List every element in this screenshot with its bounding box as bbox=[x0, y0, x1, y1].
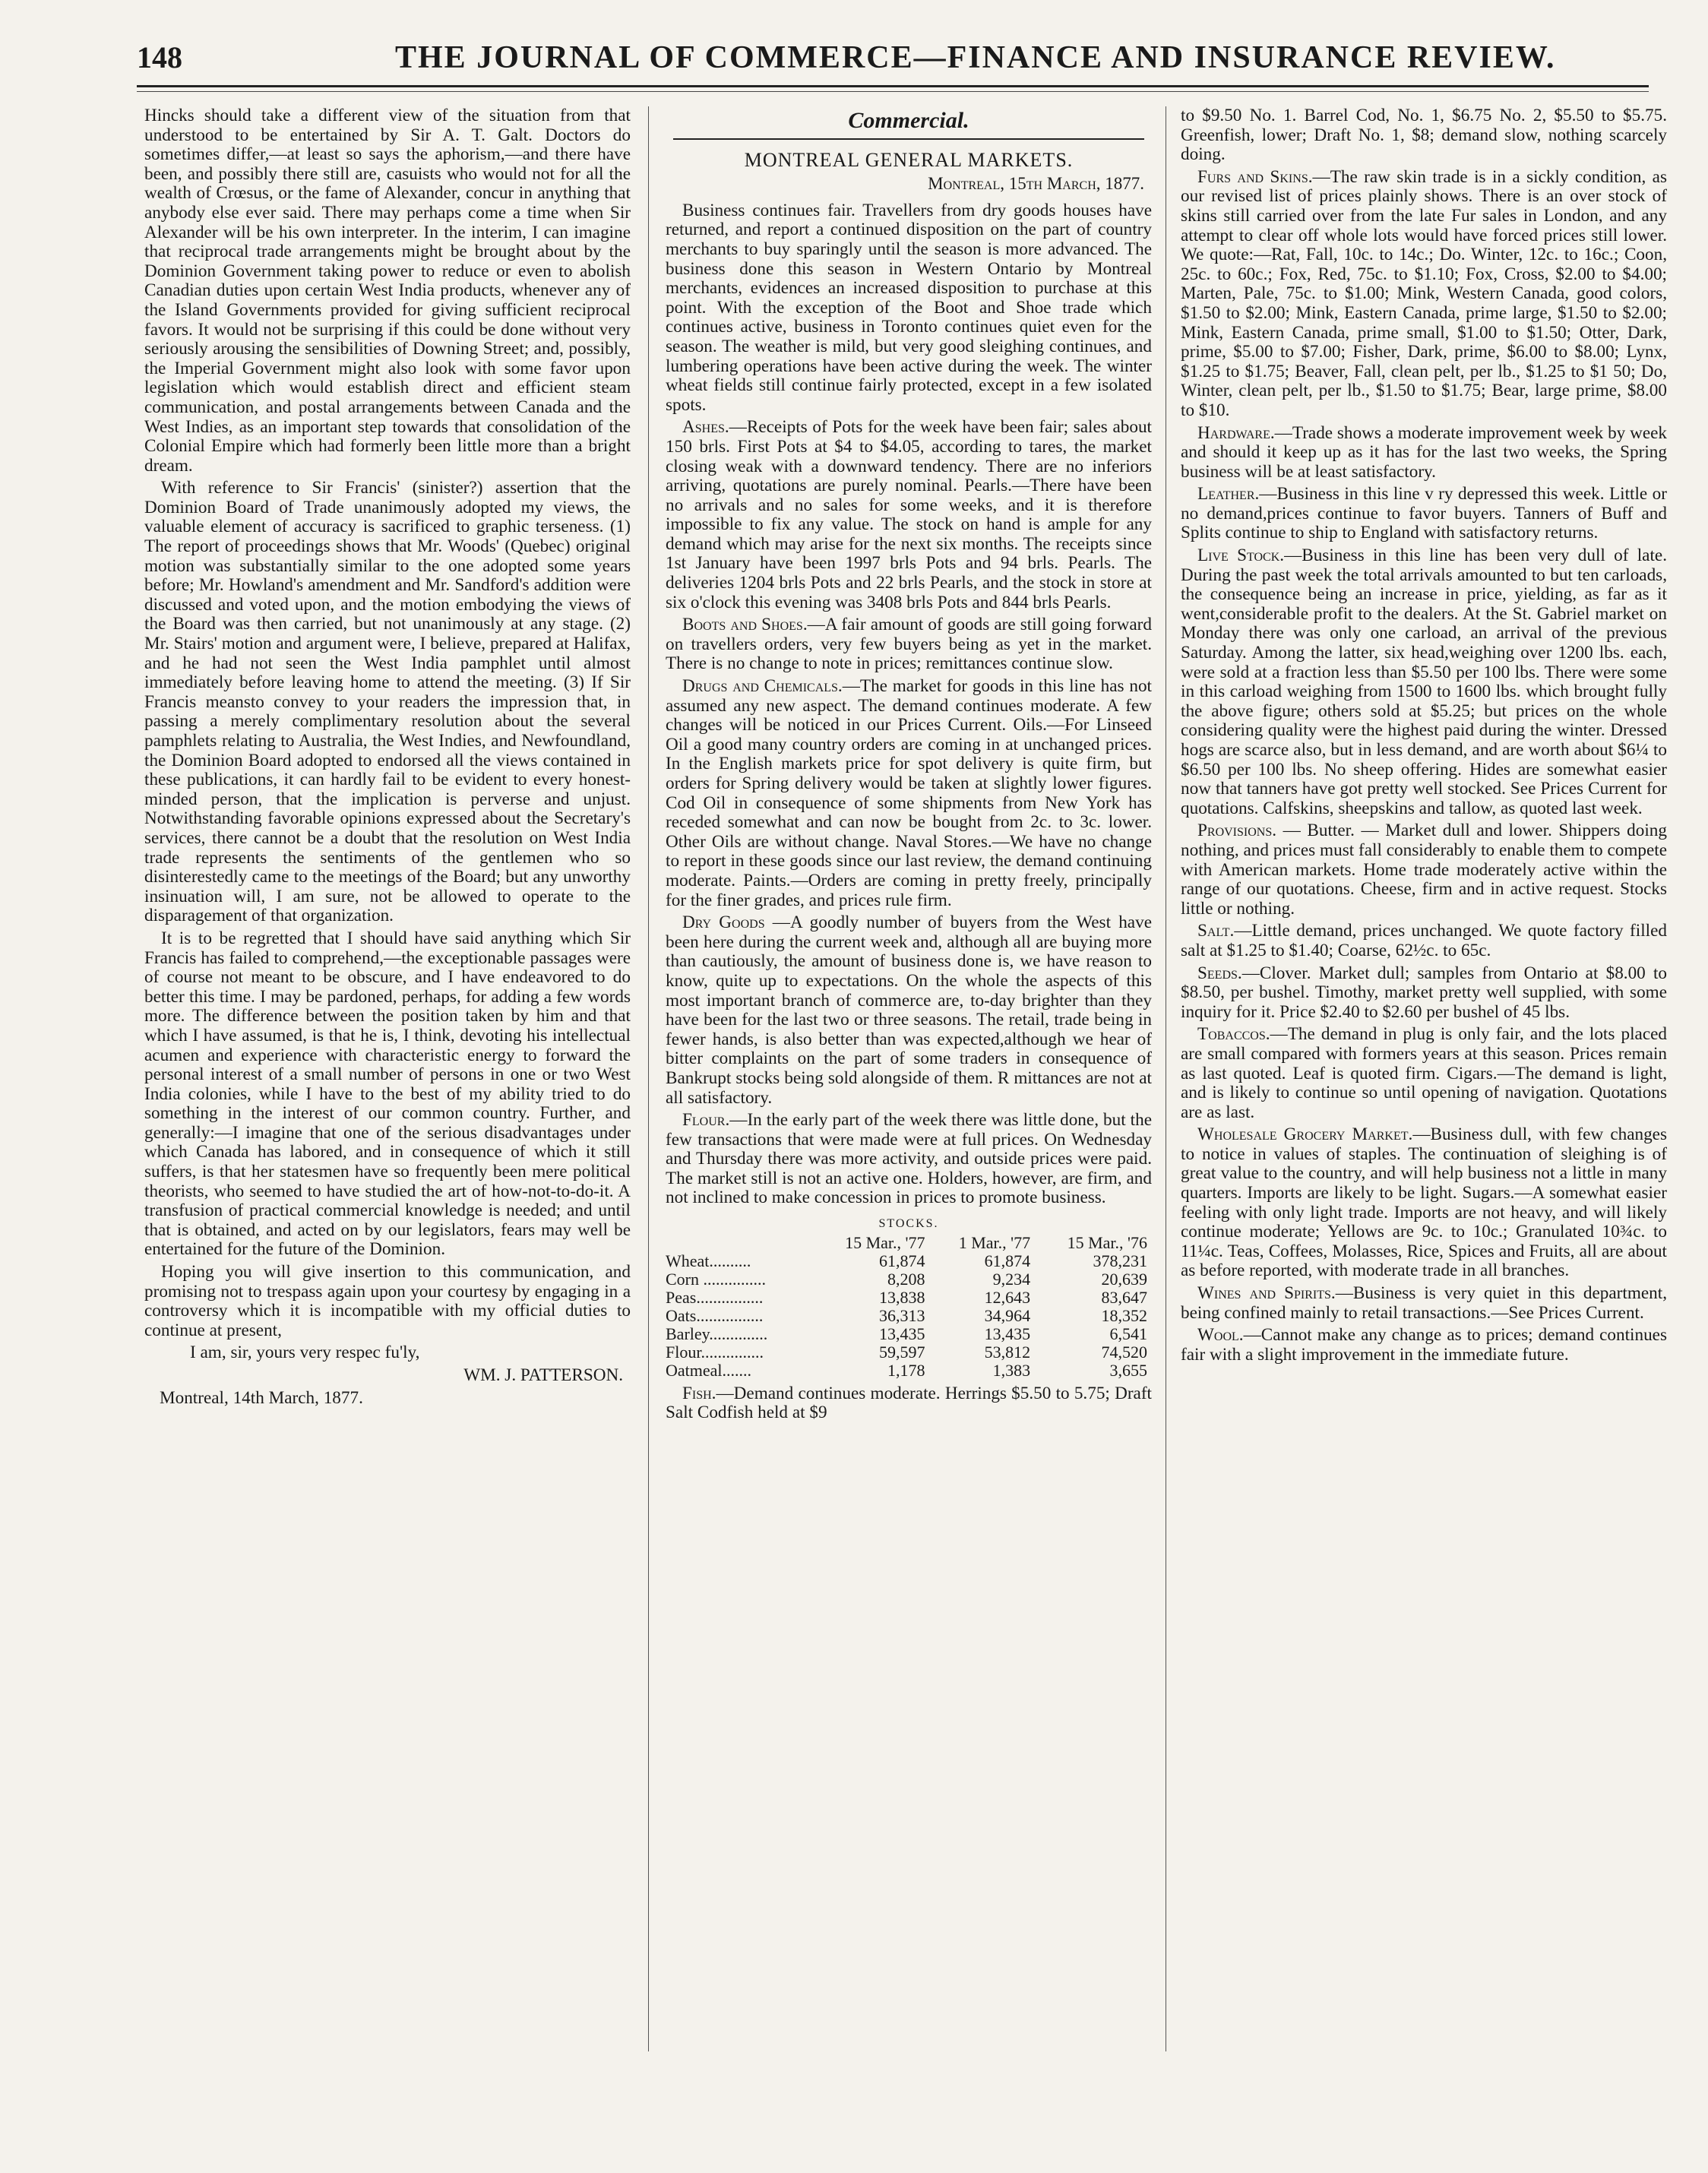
item-lead: Wool. bbox=[1197, 1325, 1244, 1346]
market-salt bbox=[1181, 922, 1667, 960]
market-drugs bbox=[666, 677, 1152, 910]
section-rule bbox=[673, 138, 1144, 140]
stock-value: 36,313 bbox=[878, 1305, 925, 1325]
table-row bbox=[666, 1270, 1152, 1289]
running-title: THE JOURNAL OF COMMERCE—FINANCE AND INSURANCE REVIEW. bbox=[395, 40, 1556, 75]
market-intro: Business continues fair. Travellers from dry goods houses have returned, and report a continued disposition on the part of country merchants to buy sparingly until the season is more advanced. The business done this season in Western Ontario by Montreal merchants, evidences an increased disposition to purchase at this point. With the exception of the Boot and Shoe trade which continues active, business in Toronto continues quiet even for the season. The weather is mild, but very good sleighing continues, and lumbering operations have been active during the week. The winter wheat fields still continue fairly protected, except in a few isolated spots. bbox=[666, 200, 1152, 415]
stock-value: 61,874 bbox=[878, 1251, 925, 1270]
table-row bbox=[666, 1252, 1152, 1270]
stocks-heading: STOCKS. bbox=[878, 1217, 939, 1231]
stock-value: 34,964 bbox=[984, 1305, 1031, 1325]
item-text: —The market for goods in this line has not assumed any new aspect. The demand continues moderate. A few changes will be noticed in our Prices Current. Oils.—For Linseed Oil a good many country orders are coming in at unchanged prices. In the English markets price for spot delivery is quite firm, but orders for Spring delivery would be taken at slightly lower figures. Cod Oil in consequence of some shipments from New York has receded somewhat and can now be bought from 2c. to 3c. lower. Other Oils are without change. Naval Stores.—We have no change to report in these goods since our last review, the demand continuing moderate. Paints.—Orders are coming in pretty freely, principally for the finer grades, and prices rule firm. bbox=[666, 676, 1152, 910]
item-lead: Furs and Skins. bbox=[1197, 166, 1313, 187]
item-text: —The raw skin trade is in a sickly condition, as our revised list of prices plainly shows. There is an over stock of skins still carried over from the late Fur sales in London, and any attempt to clear off whole lots would have forced prices still lower. We quote:—Rat, Fall, 10c. to 14c.; Do. Winter, 12c. to 16c.; Coon, 25c. to 60c.; Fox, Red, 75c. to $1.10; Fox, Cross, $2.00 to $4.00; Marten, Pale, 75c. to $1.00; Mink, Western Canada, good colors, $1.50 to $2.00; Mink, Eastern Canada, prime large, $1.50 to $2.00; Mink, Eastern Canada, prime small, $1.00 to $1.50; Otter, Dark, prime, $5.00 to $7.00; Fisher, Dark, prime, $6.00 to $8.00; Lynx, $1.25 to $1.75; Beaver, Fall, clean pelt, per lb., $1.25 to $1 50; Do, Winter, clean pelt, per lb., $1.50 to $1.75; Bear, large prime, $8.00 to $10. bbox=[1181, 166, 1667, 420]
item-text: —Business in this line v ry depressed this week. Little or no demand,prices continue to favor buyers. Tanners of Buff and Splits continue to ship to England with satisfactory returns. bbox=[1181, 484, 1667, 543]
letter-paragraph: With reference to Sir Francis' (sinister?) assertion that the Dominion Board of Trade unanimously adopted my views, the valuable element of accuracy is sacrificed to graphic terseness. (1) The report of proceedings shows that Mr. Woods' (Quebec) original motion was substantially similar to the one adopted some years before; Mr. Howland's amendment and Mr. Sandford's addition were discussed and voted upon, and the motion embodying the views of the Board was then carried, but not unanimously at any stage. (2) Mr. Stairs' motion and argument were, I believe, prepared at Halifax, and he had not seen the West India pamphlet until almost immediately before leaving home to attend the meeting. (3) If Sir Francis meansto convey to your readers the impression that, in passing a merely complimentary resolution about the several pamphlets relating to Australia, the West Indies, and Newfoundland, the Dominion Board adopted to endorsed all the views contained in these publications, it can hardly fail to be evident to every honest-minded person, that the implication is perverse and unjust. Notwithstanding favorable opinions expressed about the Secretary's services, there cannot be a doubt that the resolution on West India trade represents the sentiments of the gentlemen who so disinterestedly came to the meetings of the Board; but any unworthy insinuation will, I am sure, not be allowed to operate to the disparagement of that organization. bbox=[144, 478, 631, 926]
market-seeds bbox=[1181, 964, 1667, 1023]
item-lead: Provisions. bbox=[1197, 821, 1277, 841]
letter-paragraph: Hoping you will give insertion to this communication, and promising not to trespass again upon your courtesy by engaging in a controversy which it is incompatible with my official duties to continue at present, bbox=[144, 1262, 631, 1340]
stock-item: Corn ............... bbox=[666, 1269, 766, 1289]
stock-value: 13,435 bbox=[984, 1324, 1031, 1343]
market-wool bbox=[1181, 1326, 1667, 1365]
column-2-markets bbox=[666, 106, 1152, 1426]
stock-value: 61,874 bbox=[984, 1251, 1031, 1270]
item-lead: Hardware. bbox=[1197, 422, 1275, 443]
item-text: —A fair amount of goods are still going forward on travellers orders, very few buyers being as yet in the market. There is no change to note in prices; remittances continue slow. bbox=[666, 615, 1153, 674]
item-text: —Receipts of Pots for the week have been fair; sales about 150 brls. First Pots at $4 to $4.05, according to tares, the market closing weak with a downward tendency. There are no inferiors arriving, quotations are purely nominal. Pearls.—There have been no arrivals and no sales for some weeks, and it is therefore impossible to fix any value. The stock on hand is ample for any demand which may arise for the next six months. The receipts since 1st January have been 1997 brls Pots and 94 brls. Pearls. The deliveries 1204 brls Pots and 22 brls Pearls, and the stock in store at six o'clock this evening was 3408 brls Pots and 844 brls Pearls. bbox=[666, 417, 1152, 612]
item-text: —Little demand, prices unchanged. We quote factory filled salt at $1.25 to $1.40; Coarse, 62½c. to 65c. bbox=[1181, 921, 1667, 960]
item-lead: Salt. bbox=[1197, 921, 1235, 941]
item-text: — Butter. — Market dull and lower. Shippers doing nothing, and prices must fall considerably to enable them to compete with American markets. Home trade moderately active within the range of our quotations. Cheese, firm and in active request. Stocks little or nothing. bbox=[1181, 821, 1667, 919]
stocks-col-header: 15 Mar., '77 bbox=[845, 1232, 925, 1252]
stock-value: 6,541 bbox=[1109, 1324, 1147, 1343]
stocks-col-header bbox=[666, 1234, 813, 1252]
item-text: —Demand continues moderate. Herrings $5.50 to 5.75; Draft Salt Codfish held at $9 bbox=[666, 1383, 1152, 1423]
item-text: —Clover. Market dull; samples from Ontario at $8.00 to $8.50, per bushel. Timothy, market pretty well supplied, with some inquiry for it. Price $2.40 to $2.60 per bushel of 45 lbs. bbox=[1181, 963, 1667, 1022]
market-live-stock bbox=[1181, 546, 1667, 818]
item-lead: Ashes. bbox=[682, 417, 729, 438]
stocks-col-header: 1 Mar., '77 bbox=[958, 1232, 1031, 1252]
stock-value: 1,383 bbox=[992, 1360, 1031, 1380]
market-wines bbox=[1181, 1284, 1667, 1323]
item-lead: Seeds. bbox=[1197, 963, 1242, 983]
letter-closing: I am, sir, yours very respec fu'ly, bbox=[190, 1343, 420, 1363]
market-boots bbox=[666, 615, 1152, 674]
letter-paragraph: Hincks should take a different view of the situation from that understood to be entertained by Sir A. T. Galt. Doctors do sometimes differ,—at least so says the aphorism,—and there have been, and possibly there still are, casuists who would not for all the wealth of Crœsus, or the fame of Alexander, concur in anything that anybody else ever said. There may perhaps come a time when Sir Alexander will be his own interpreter. In the interim, I can imagine that reciprocal trade arrangements might be brought about by the Dominion Government taking power to reduce or even to abolish Canadian duties upon certain West India products, whenever any of the Island Governments provided for giving sufficient reciprocal favors. It would not be surprising if this could be done without very seriously arousing the sensibilities of Downing Street; and, possibly, the Imperial Government might also look with some favor upon legislation which would establish direct and efficient steam communication, and postal arrangements between Canada and the West Indies, as an important step towards that consolidation of the Colonial Empire which had formerly been little more than a bright dream. bbox=[144, 106, 631, 476]
market-furs bbox=[1181, 168, 1667, 421]
market-hardware bbox=[1181, 424, 1667, 482]
stock-item: Peas................ bbox=[666, 1287, 764, 1307]
stock-value: 9,234 bbox=[992, 1269, 1031, 1289]
market-flour bbox=[666, 1111, 1152, 1208]
market-tobaccos bbox=[1181, 1025, 1667, 1122]
column-1-letter bbox=[144, 106, 631, 1408]
table-row bbox=[666, 1343, 1152, 1362]
stock-value: 74,520 bbox=[1101, 1342, 1147, 1362]
item-text: —A goodly number of buyers from the West have been here during the current week and, although all are buying more than cautiously, the amount of business done is, we have reason to know, quite up to expectations. On the whole the aspects of this most important branch of commerce are, to-day brighter than they have been for the last two or three seasons. The retail, trade being in fewer hands, is also better than was expected,although we hear of bitter complaints on the part of some traders in consequence of Bankrupt stocks being sold alongside of them. R mittances are not at all satisfactory. bbox=[666, 913, 1152, 1108]
item-lead: Tobaccos. bbox=[1197, 1024, 1270, 1045]
stocks-table bbox=[666, 1234, 1152, 1380]
table-row bbox=[666, 1289, 1152, 1307]
item-text: —In the early part of the week there was little done, but the few transactions that were made were at full prices. On Wednesday and Thursday there was more activity, and outside prices were paid. The market still is not an active one. Holders, however, are firm, and not inclined to make concession in prices to promote business. bbox=[666, 1110, 1152, 1208]
item-lead: Wines and Spirits. bbox=[1197, 1283, 1336, 1304]
stock-value: 378,231 bbox=[1093, 1251, 1147, 1270]
market-leather bbox=[1181, 485, 1667, 543]
table-row bbox=[666, 1362, 1152, 1380]
market-ashes bbox=[666, 418, 1152, 612]
market-grocery bbox=[1181, 1125, 1667, 1281]
header-rule-thin bbox=[137, 91, 1649, 92]
header-rule bbox=[137, 85, 1649, 87]
stock-value: 18,352 bbox=[1101, 1305, 1147, 1325]
market-fish bbox=[666, 1384, 1152, 1423]
stock-item: Oats................ bbox=[666, 1305, 764, 1325]
stock-item: Oatmeal....... bbox=[666, 1360, 752, 1380]
stock-item: Wheat.......... bbox=[666, 1251, 751, 1270]
item-lead: Flour. bbox=[682, 1110, 730, 1131]
stocks-col-header: 15 Mar., '76 bbox=[1067, 1232, 1147, 1252]
letter-signature: WM. J. PATTERSON. bbox=[463, 1365, 623, 1385]
market-provisions bbox=[1181, 821, 1667, 919]
stock-value: 1,178 bbox=[887, 1360, 925, 1380]
page-number: 148 bbox=[137, 40, 182, 74]
stock-value: 59,597 bbox=[878, 1342, 925, 1362]
letter-paragraph: It is to be regretted that I should have said anything which Sir Francis has failed to comprehend,—the exceptionable passages were of course not meant to be obscure, and I have endeavored to do better this time. I may be pardoned, perhaps, for adding a few words more. The difference between the position taken by him and that which I have assumed, is that he is, I think, devoting his intellectual acumen and experience with characteristic energy to forward the personal interest of a small number of persons in one or two West India colonies, while I have to the best of my ability tried to do something in the interest of our common country. Further, and generally:—I imagine that one of the serious disadvantages under which Canada has labored, and in consequence of which it still suffers, is that her statesmen have so frequently been mere political theorists, who seemed to have studied the art of how-not-to-do-it. A transfusion of practical commercial knowledge is needed; and until that is obtained, and acted on by our legislators, fears may well be entertained for the future of the Dominion. bbox=[144, 928, 631, 1260]
item-text: —Trade shows a moderate improvement week by week and should it keep up as it has for the last two weeks, the Spring business will be at least satisfactory. bbox=[1181, 422, 1667, 482]
market-fish-continued: to $9.50 No. 1. Barrel Cod, No. 1, $6.75 No. 2, $5.50 to $5.75. Greenfish, lower; Draft No. 1, $8; demand slow, nothing scarcely doing. bbox=[1181, 106, 1667, 165]
article-heading: MONTREAL GENERAL MARKETS. bbox=[744, 148, 1074, 171]
item-text: —Business in this line has been very dull of late. During the past week the total arrivals amounted to but ten carloads, the consequence being an increase in price, yielding, as far as it went,considerable profit to the dealers. At the St. Gabriel market on Monday there was only one carload, an arrival of the previous Saturday. Among the latter, six head,weighing over 1200 lbs. each, were sold at a fraction less than $5.50 per 100 lbs. There were some in this carload weighing from 1500 to 1600 lbs. which brought fully the above figure; others sold at $5.25; but prices on the whole considering quality were the highest paid during the winter. Dressed hogs are scarce also, but in less demand, and are worth about $6¼ to $6.50 per 100 lbs. No sheep offering. Hides are somewhat easier now that tanners have got pretty well stocked. See Prices Current for quotations. Calfskins, sheepskins and tallow, as quoted last week. bbox=[1181, 546, 1667, 818]
item-lead: Leather. bbox=[1197, 484, 1260, 505]
stock-value: 13,838 bbox=[878, 1287, 925, 1307]
item-text: —Business dull, with few changes to notice in values of staples. The continuation of sleighing is of great value to the country, and will help business not a little in many quarters. Imports are likely to be light. Sugars.—A somewhat easier feeling with only light trade. Imports are not heavy, and will likely continue moderate; Yellows are 9c. to 10c.; Granulated 10¾c. to 11¼c. Teas, Coffees, Molasses, Rice, Spices and Fruits, all are about as before reported, with moderate trade in all branches. bbox=[1181, 1124, 1667, 1281]
stocks-header-row bbox=[666, 1234, 1152, 1252]
article-dateline: Montreal, 15th March, 1877. bbox=[928, 174, 1144, 194]
stock-value: 20,639 bbox=[1101, 1269, 1147, 1289]
stock-value: 8,208 bbox=[887, 1269, 925, 1289]
item-text: —The demand in plug is only fair, and the lots placed are small compared with formers years at this season. Prices remain as last quoted. Leaf is quoted firm. Cigars.—The demand is light, and is likely to continue so until opening of navigation. Quotations are as last. bbox=[1181, 1024, 1667, 1122]
item-lead: Live Stock. bbox=[1197, 546, 1285, 566]
item-lead: Wholesale Grocery Market. bbox=[1197, 1124, 1413, 1145]
stock-value: 53,812 bbox=[984, 1342, 1031, 1362]
item-text: —Cannot make any change as to prices; demand continues fair with a slight improvement in the immediate future. bbox=[1181, 1325, 1667, 1365]
market-dry-goods bbox=[666, 913, 1152, 1108]
stock-value: 83,647 bbox=[1101, 1287, 1147, 1307]
stock-item: Flour............... bbox=[666, 1342, 764, 1362]
page-header bbox=[137, 40, 1649, 79]
table-row bbox=[666, 1307, 1152, 1325]
stock-item: Barley.............. bbox=[666, 1324, 768, 1343]
section-title: Commercial. bbox=[848, 108, 969, 133]
column-divider-1 bbox=[648, 106, 649, 2051]
column-3-markets bbox=[1181, 106, 1667, 1368]
item-lead: Boots and Shoes. bbox=[682, 615, 808, 635]
letter-place-date: Montreal, 14th March, 1877. bbox=[160, 1387, 363, 1408]
item-lead: Drugs and Chemicals. bbox=[682, 676, 843, 697]
item-lead: Dry Goods bbox=[682, 913, 765, 933]
item-lead: Fish. bbox=[682, 1383, 716, 1403]
stock-value: 12,643 bbox=[984, 1287, 1031, 1307]
stock-value: 3,655 bbox=[1109, 1360, 1147, 1380]
table-row bbox=[666, 1325, 1152, 1343]
item-text: —Business is very quiet in this department, being confined mainly to retail transactions.—See Prices Current. bbox=[1181, 1283, 1668, 1323]
stock-value: 13,435 bbox=[878, 1324, 925, 1343]
